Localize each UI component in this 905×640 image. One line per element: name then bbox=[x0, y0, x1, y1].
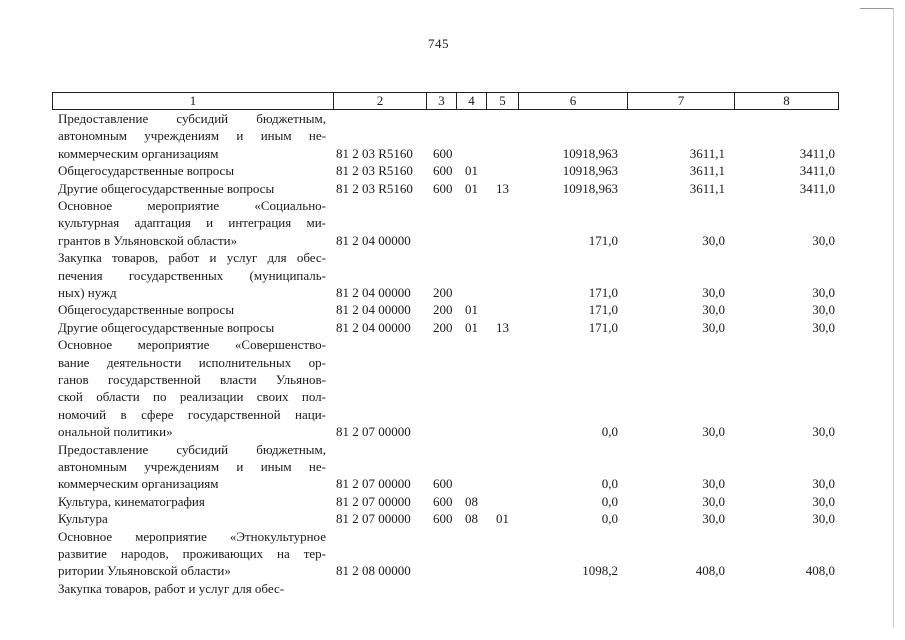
row-expense-type: 200 bbox=[433, 284, 453, 300]
row-value-col7: 3611,1 bbox=[689, 145, 725, 161]
row-name-line: ных) нужд bbox=[58, 285, 117, 300]
row-expense-type: 600 bbox=[433, 511, 453, 527]
row-value-col6: 0,0 bbox=[601, 424, 618, 440]
row-name-line: ритории Ульяновской области» bbox=[58, 563, 231, 579]
row-name-line: Предоставление субсидий бюджетным, bbox=[58, 111, 326, 126]
row-section: 01 bbox=[465, 319, 478, 335]
row-value-col6: 10918,963 bbox=[562, 180, 618, 196]
row-value-col8: 30,0 bbox=[812, 284, 835, 300]
row-name-line: Основное мероприятие «Этнокультурное bbox=[58, 528, 326, 544]
row-value-col7: 408,0 bbox=[695, 563, 725, 579]
row-name-line: Культура bbox=[58, 511, 108, 527]
row-value-col7: 30,0 bbox=[702, 232, 725, 248]
row-code: 81 2 03 R5160 bbox=[336, 145, 413, 161]
row-section: 01 bbox=[465, 180, 478, 196]
row-subsection: 01 bbox=[496, 511, 509, 527]
row-code: 81 2 03 R5160 bbox=[336, 180, 413, 196]
row-value-col8: 30,0 bbox=[812, 493, 835, 509]
row-value-col6: 0,0 bbox=[601, 476, 618, 492]
row-name bbox=[58, 493, 326, 510]
row-code: 81 2 04 00000 bbox=[336, 232, 411, 248]
row-name bbox=[58, 441, 326, 493]
row-section: 01 bbox=[465, 302, 478, 318]
row-name bbox=[58, 580, 326, 597]
row-value-col6: 171,0 bbox=[588, 302, 618, 318]
row-value-col6: 1098,2 bbox=[582, 563, 618, 579]
row-name-line: грантов в Ульяновской области» bbox=[58, 232, 238, 248]
row-expense-type: 200 bbox=[433, 302, 453, 318]
row-code: 81 2 07 00000 bbox=[336, 424, 411, 440]
row-code: 81 2 07 00000 bbox=[336, 476, 411, 492]
row-value-col8: 3411,0 bbox=[799, 163, 835, 179]
row-value-col6: 10918,963 bbox=[562, 163, 618, 179]
row-section: 08 bbox=[465, 511, 478, 527]
row-value-col8: 408,0 bbox=[805, 563, 835, 579]
row-name-line: Предоставление субсидий бюджетным, bbox=[58, 441, 326, 457]
row-value-col7: 30,0 bbox=[702, 319, 725, 335]
column-header-6: 6 bbox=[519, 93, 628, 110]
row-name-line: Закупка товаров, работ и услуг для обес- bbox=[58, 250, 326, 266]
row-name-line: развитие народов, проживающих на тер- bbox=[58, 546, 326, 561]
row-value-col6: 171,0 bbox=[588, 284, 618, 300]
row-code: 81 2 04 00000 bbox=[336, 319, 411, 335]
row-name bbox=[58, 301, 326, 318]
row-value-col6: 10918,963 bbox=[562, 145, 618, 161]
row-value-col8: 30,0 bbox=[812, 232, 835, 248]
row-value-col6: 0,0 bbox=[601, 511, 618, 527]
row-code: 81 2 04 00000 bbox=[336, 302, 411, 318]
row-name-line: печения государственных (муниципаль- bbox=[58, 267, 326, 283]
column-header-row bbox=[53, 93, 839, 110]
row-value-col6: 0,0 bbox=[601, 493, 618, 509]
row-value-col8: 30,0 bbox=[812, 302, 835, 318]
row-code: 81 2 03 R5160 bbox=[336, 163, 413, 179]
column-header-2: 2 bbox=[334, 93, 427, 110]
row-subsection: 13 bbox=[496, 180, 509, 196]
row-name-line: Общегосударственные вопросы bbox=[58, 163, 235, 179]
row-name bbox=[58, 528, 326, 580]
row-name-line: ональной политики» bbox=[58, 424, 173, 440]
row-value-col8: 3411,0 bbox=[799, 145, 835, 161]
row-name-line: ганов государственной власти Ульянов- bbox=[58, 372, 326, 387]
row-value-col7: 30,0 bbox=[702, 493, 725, 509]
row-value-col7: 30,0 bbox=[702, 511, 725, 527]
row-name-line: номочий в сфере государственной наци- bbox=[58, 406, 326, 422]
row-value-col7: 30,0 bbox=[702, 424, 725, 440]
row-name bbox=[58, 162, 326, 179]
row-value-col6: 171,0 bbox=[588, 319, 618, 335]
column-header-8: 8 bbox=[735, 93, 839, 110]
row-value-col7: 30,0 bbox=[702, 284, 725, 300]
scan-edge-mark bbox=[893, 8, 894, 628]
row-expense-type: 600 bbox=[433, 493, 453, 509]
row-name-line: вание деятельности исполнительных ор- bbox=[58, 354, 326, 370]
row-name bbox=[58, 319, 326, 336]
row-value-col7: 30,0 bbox=[702, 302, 725, 318]
row-value-col8: 3411,0 bbox=[799, 180, 835, 196]
row-value-col7: 3611,1 bbox=[689, 180, 725, 196]
column-header-4: 4 bbox=[457, 93, 487, 110]
row-section: 08 bbox=[465, 493, 478, 509]
page-number: 745 bbox=[428, 36, 449, 51]
row-expense-type: 600 bbox=[433, 476, 453, 492]
row-value-col8: 30,0 bbox=[812, 511, 835, 527]
column-header-1: 1 bbox=[53, 93, 334, 110]
row-expense-type: 200 bbox=[433, 319, 453, 335]
row-name-line: культурная адаптация и интеграция ми- bbox=[58, 215, 326, 231]
row-name bbox=[58, 249, 326, 301]
row-name bbox=[58, 510, 326, 527]
row-code: 81 2 07 00000 bbox=[336, 511, 411, 527]
row-value-col7: 3611,1 bbox=[689, 163, 725, 179]
row-value-col8: 30,0 bbox=[812, 319, 835, 335]
column-header-table bbox=[52, 92, 839, 110]
row-name bbox=[58, 336, 326, 440]
row-name-line: Основное мероприятие «Совершенство- bbox=[58, 337, 326, 353]
row-name-line: ской области по реализации своих пол- bbox=[58, 389, 326, 405]
row-name-line: Культура, кинематография bbox=[58, 493, 205, 509]
row-name-line: автономным учреждениям и иным не- bbox=[58, 459, 326, 474]
column-header-3: 3 bbox=[427, 93, 457, 110]
row-subsection: 13 bbox=[496, 319, 509, 335]
row-code: 81 2 08 00000 bbox=[336, 563, 411, 579]
row-value-col6: 171,0 bbox=[588, 232, 618, 248]
row-expense-type: 600 bbox=[433, 163, 453, 179]
row-expense-type: 600 bbox=[433, 145, 453, 161]
row-name bbox=[58, 110, 326, 162]
row-name-line: Закупка товаров, работ и услуг для обес- bbox=[58, 580, 285, 596]
row-name-line: Другие общегосударственные вопросы bbox=[58, 180, 275, 196]
row-expense-type: 600 bbox=[433, 180, 453, 196]
row-name-line: коммерческим организациям bbox=[58, 476, 219, 492]
row-code: 81 2 07 00000 bbox=[336, 493, 411, 509]
row-name bbox=[58, 180, 326, 197]
row-section: 01 bbox=[465, 163, 478, 179]
row-name-line: автономным учреждениям и иным не- bbox=[58, 128, 326, 144]
row-name-line: Основное мероприятие «Социально- bbox=[58, 198, 326, 213]
column-header-5: 5 bbox=[487, 93, 519, 110]
row-name-line: Другие общегосударственные вопросы bbox=[58, 319, 275, 335]
row-value-col7: 30,0 bbox=[702, 476, 725, 492]
row-code: 81 2 04 00000 bbox=[336, 284, 411, 300]
column-header-7: 7 bbox=[628, 93, 735, 110]
row-value-col8: 30,0 bbox=[812, 476, 835, 492]
row-name-line: коммерческим организациям bbox=[58, 145, 219, 161]
row-name bbox=[58, 197, 326, 249]
row-value-col8: 30,0 bbox=[812, 424, 835, 440]
row-name-line: Общегосударственные вопросы bbox=[58, 302, 235, 318]
scan-edge-mark bbox=[860, 8, 894, 9]
